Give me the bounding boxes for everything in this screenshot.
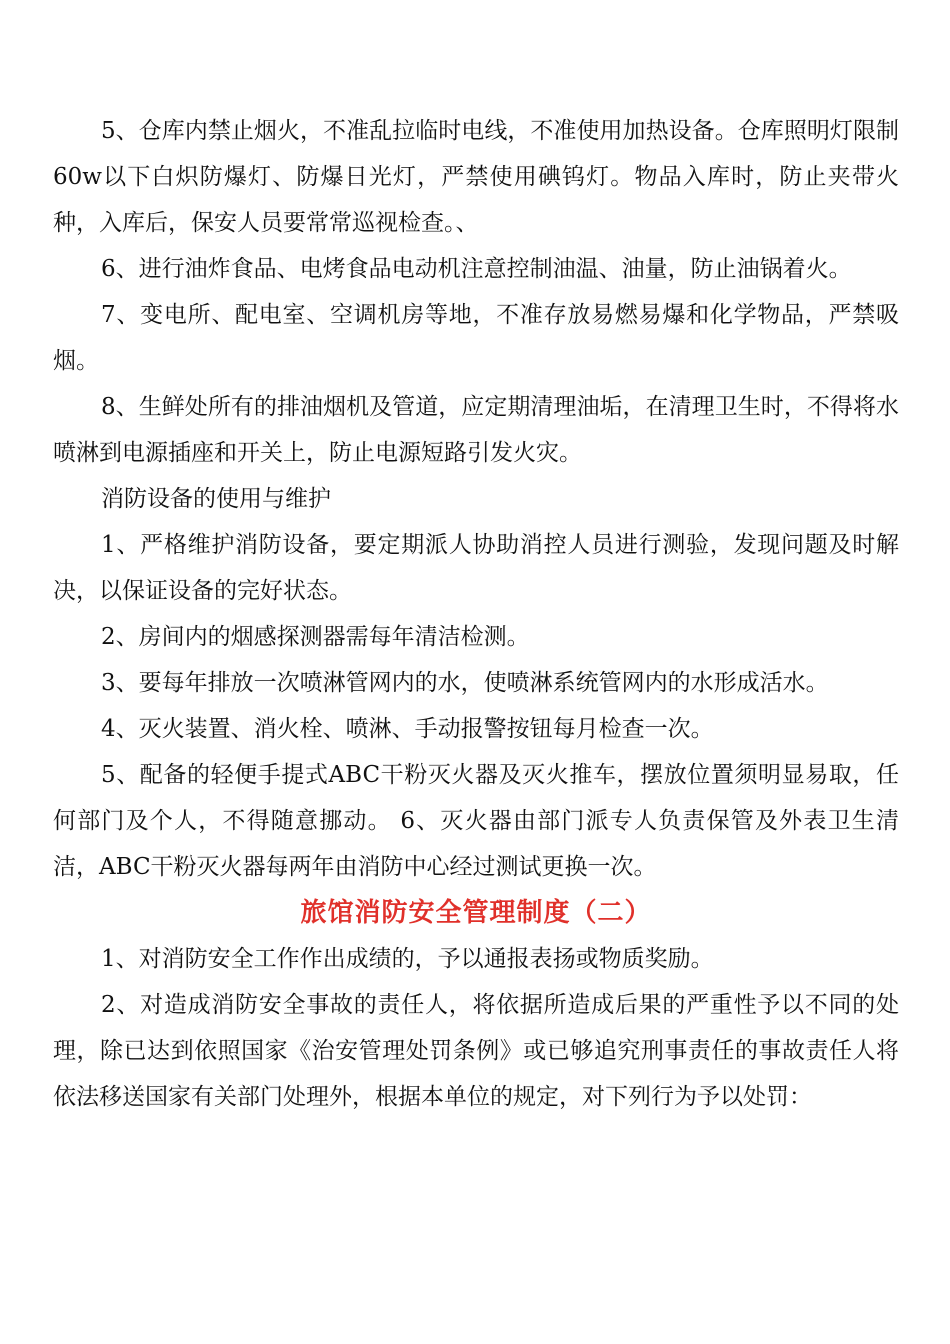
paragraph-warehouse-fire-rules: 5、仓库内禁止烟火，不准乱拉临时电线，不准使用加热设备。仓库照明灯限制60w以下白炽防爆灯、防爆日光灯，严禁使用碘钨灯。物品入库时，防止夹带火种，入库后，保安人员要常常巡视检查。、 — [53, 118, 899, 236]
paragraph-exhaust-cleaning: 8、生鲜处所有的排油烟机及管道，应定期清理油垢，在清理卫生时，不得将水喷淋到电源插座和开关上，防止电源短路引发火灾。 — [53, 394, 899, 466]
paragraph-equipment-maintenance: 1、严格维护消防设备，要定期派人协助消控人员进行测验，发现问题及时解决，以保证设备的完好状态。 — [53, 532, 899, 604]
document-title: 旅馆消防安全管理制度（二） — [300, 898, 652, 928]
paragraph-smoke-detector: 2、房间内的烟感探测器需每年清洁检测。 — [101, 624, 530, 650]
document-body — [53, 108, 899, 1120]
paragraph-substation-rules: 7、变电所、配电室、空调机房等地，不准存放易燃易爆和化学物品，严禁吸烟。 — [53, 302, 899, 374]
section-heading-equipment: 消防设备的使用与维护 — [101, 486, 331, 512]
paragraph-extinguisher: 5、配备的轻便手提式ABC干粉灭火器及灭火推车，摆放位置须明显易取，任何部门及个人，不得随意挪动。 6、灭火器由部门派专人负责保管及外表卫生清洁，ABC干粉灭火器每两年由消防中心经过测试更换一次。 — [53, 762, 899, 880]
paragraph-penalty: 2、对造成消防安全事故的责任人，将依据所造成后果的严重性予以不同的处理，除已达到依照国家《治安管理处罚条例》或已够追究刑事责任的事故责任人将依法移送国家有关部门处理外，根据本单位的规定，对下列行为予以处罚： — [53, 992, 899, 1110]
paragraph-sprinkler-water: 3、要每年排放一次喷淋管网内的水，使喷淋系统管网内的水形成活水。 — [101, 670, 829, 696]
paragraph-monthly-check: 4、灭火装置、消火栓、喷淋、手动报警按钮每月检查一次。 — [101, 716, 714, 742]
paragraph-reward: 1、对消防安全工作作出成绩的，予以通报表扬或物质奖励。 — [101, 946, 714, 972]
paragraph-fryer-oil-control: 6、进行油炸食品、电烤食品电动机注意控制油温、油量，防止油锅着火。 — [101, 256, 852, 282]
